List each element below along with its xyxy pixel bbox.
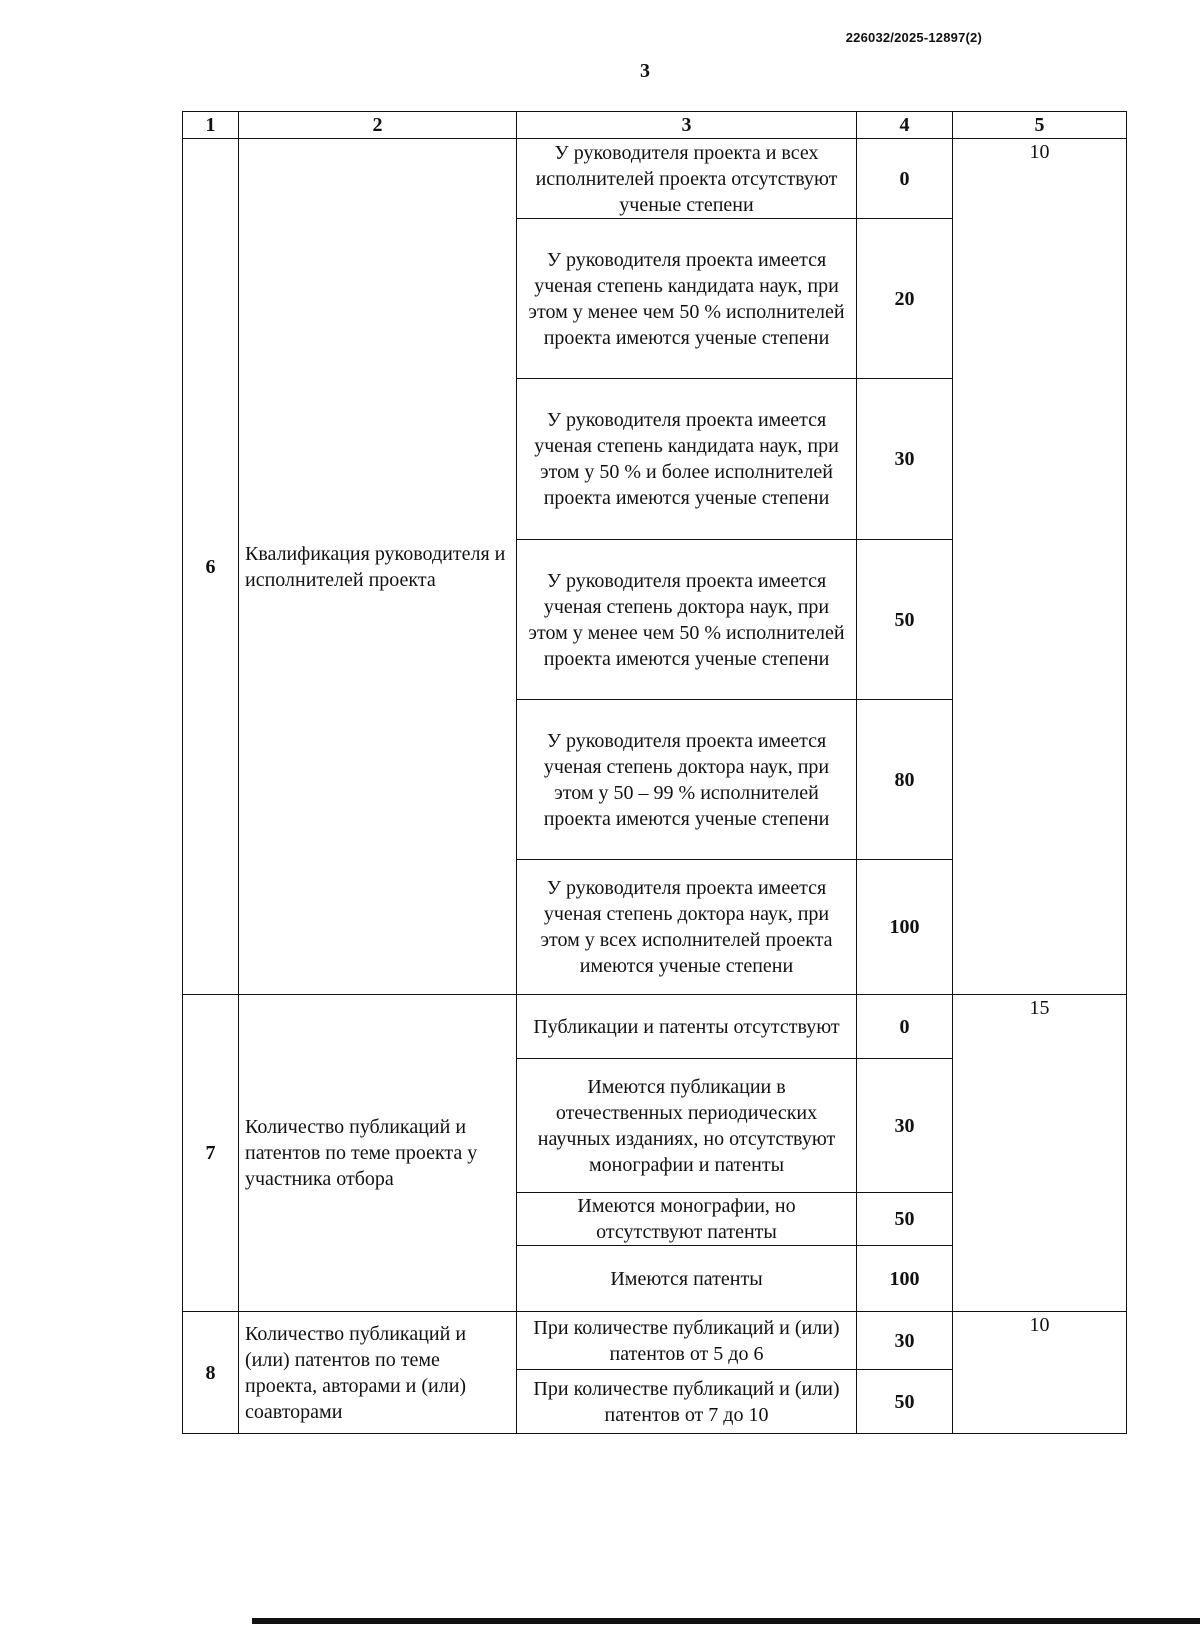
condition-cell: У руководителя проекта имеется ученая степень кандидата наук, при этом у 50 % и более исполнителей проекта имеются ученые степени <box>517 379 857 540</box>
header-row <box>183 112 1127 139</box>
condition-cell: Публикации и патенты отсутствуют <box>517 995 857 1059</box>
score-cell: 0 <box>857 139 953 219</box>
table-row <box>183 1312 1127 1370</box>
condition-cell: У руководителя проекта имеется ученая степень доктора наук, при этом у всех исполнителей проекта имеются ученые степени <box>517 860 857 995</box>
weight-cell: 10 <box>953 139 1127 995</box>
score-cell: 0 <box>857 995 953 1059</box>
condition-cell: При количестве публикаций и (или) патентов от 7 до 10 <box>517 1370 857 1434</box>
header-col-1: 1 <box>183 112 239 139</box>
condition-cell: Имеются публикации в отечественных периодических научных изданиях, но отсутствуют монографии и патенты <box>517 1059 857 1193</box>
table-row <box>183 995 1127 1059</box>
document-id: 226032/2025-12897(2) <box>845 30 982 45</box>
criterion-number: 8 <box>183 1312 239 1434</box>
condition-cell: У руководителя проекта имеется ученая степень доктора наук, при этом у 50 – 99 % исполнителей проекта имеются ученые степени <box>517 700 857 860</box>
bottom-scan-edge <box>252 1618 1200 1624</box>
condition-cell: Имеются патенты <box>517 1246 857 1312</box>
condition-cell: У руководителя проекта и всех исполнителей проекта отсутствуют ученые степени <box>517 139 857 219</box>
criteria-table <box>182 111 1127 1434</box>
criterion-name: Квалификация руководителя и исполнителей проекта <box>239 139 517 995</box>
weight-cell: 15 <box>953 995 1127 1312</box>
score-cell: 50 <box>857 540 953 700</box>
header-col-5: 5 <box>953 112 1127 139</box>
condition-cell: При количестве публикаций и (или) патентов от 5 до 6 <box>517 1312 857 1370</box>
score-cell: 20 <box>857 219 953 379</box>
score-cell: 30 <box>857 1059 953 1193</box>
score-cell: 50 <box>857 1370 953 1434</box>
score-cell: 100 <box>857 860 953 995</box>
criterion-number: 6 <box>183 139 239 995</box>
score-cell: 50 <box>857 1193 953 1246</box>
score-cell: 80 <box>857 700 953 860</box>
header-col-4: 4 <box>857 112 953 139</box>
score-cell: 30 <box>857 1312 953 1370</box>
criterion-number: 7 <box>183 995 239 1312</box>
page-number: 3 <box>640 60 650 82</box>
condition-cell: У руководителя проекта имеется ученая степень доктора наук, при этом у менее чем 50 % исполнителей проекта имеются ученые степени <box>517 540 857 700</box>
condition-cell: У руководителя проекта имеется ученая степень кандидата наук, при этом у менее чем 50 % исполнителей проекта имеются ученые степени <box>517 219 857 379</box>
condition-cell: Имеются монографии, но отсутствуют патенты <box>517 1193 857 1246</box>
criterion-name: Количество публикаций и (или) патентов по теме проекта, авторами и (или) соавторами <box>239 1312 517 1434</box>
score-cell: 30 <box>857 379 953 540</box>
table-row <box>183 139 1127 219</box>
header-col-3: 3 <box>517 112 857 139</box>
header-col-2: 2 <box>239 112 517 139</box>
criterion-name: Количество публикаций и патентов по теме проекта у участника отбора <box>239 995 517 1312</box>
score-cell: 100 <box>857 1246 953 1312</box>
weight-cell: 10 <box>953 1312 1127 1434</box>
